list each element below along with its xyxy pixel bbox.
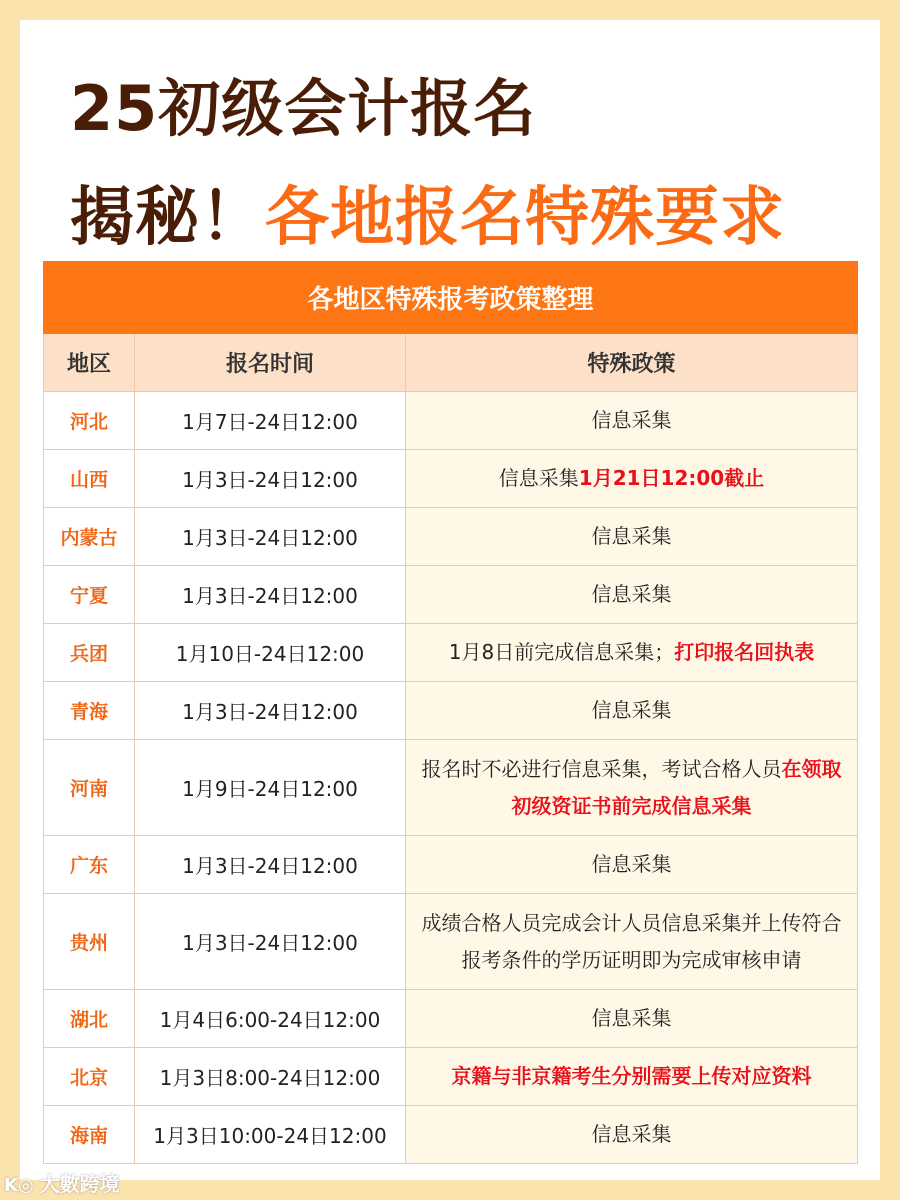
region-cell: 北京 xyxy=(44,1048,135,1106)
table-row xyxy=(44,624,858,682)
table-row xyxy=(44,392,858,450)
policy-text: 1月8日前完成信息采集； xyxy=(448,640,675,664)
policy-cell xyxy=(406,1106,858,1164)
region-cell: 贵州 xyxy=(44,894,135,990)
table-row xyxy=(44,508,858,566)
header-time: 报名时间 xyxy=(135,334,406,392)
region-cell: 广东 xyxy=(44,836,135,894)
policy-cell xyxy=(406,682,858,740)
table-row xyxy=(44,740,858,836)
policy-highlight: 京籍与非京籍考生分别需要上传对应资料 xyxy=(451,1064,812,1088)
region-cell: 河北 xyxy=(44,392,135,450)
poster-card xyxy=(20,20,880,1180)
region-cell: 海南 xyxy=(44,1106,135,1164)
table-row xyxy=(44,450,858,508)
time-cell: 1月7日-24日12:00 xyxy=(135,392,406,450)
time-cell: 1月3日-24日12:00 xyxy=(135,450,406,508)
table-row xyxy=(44,1048,858,1106)
footer-brand-text: 大數跨境 xyxy=(39,1172,120,1196)
policy-table xyxy=(43,261,858,1164)
policy-text: 信息采集 xyxy=(591,1122,672,1146)
region-cell: 河南 xyxy=(44,740,135,836)
policy-cell xyxy=(406,508,858,566)
policy-text: 信息采集 xyxy=(591,698,672,722)
headline-subtitle xyxy=(70,180,785,256)
table-row xyxy=(44,894,858,990)
policy-cell xyxy=(406,392,858,450)
region-cell: 湖北 xyxy=(44,990,135,1048)
policy-highlight: 1月21日12:00截止 xyxy=(578,466,765,490)
table-row xyxy=(44,682,858,740)
time-cell: 1月3日-24日12:00 xyxy=(135,682,406,740)
policy-text: 报名时不必进行信息采集，考试合格人员 xyxy=(421,756,782,781)
time-cell: 1月3日10:00-24日12:00 xyxy=(135,1106,406,1164)
region-cell: 兵团 xyxy=(44,624,135,682)
table-row xyxy=(44,990,858,1048)
time-cell: 1月9日-24日12:00 xyxy=(135,740,406,836)
time-cell: 1月3日-24日12:00 xyxy=(135,508,406,566)
headline-title xyxy=(70,74,536,144)
region-cell: 宁夏 xyxy=(44,566,135,624)
time-cell: 1月10日-24日12:00 xyxy=(135,624,406,682)
policy-text: 信息采集 xyxy=(591,408,672,432)
policy-cell xyxy=(406,450,858,508)
table-row xyxy=(44,836,858,894)
policy-text: 信息采集 xyxy=(591,1006,672,1030)
table-banner: 各地区特殊报考政策整理 xyxy=(44,262,858,334)
time-cell: 1月4日6:00-24日12:00 xyxy=(135,990,406,1048)
time-cell: 1月3日8:00-24日12:00 xyxy=(135,1048,406,1106)
region-cell: 青海 xyxy=(44,682,135,740)
policy-cell xyxy=(406,566,858,624)
header-policy: 特殊政策 xyxy=(406,334,858,392)
time-cell: 1月3日-24日12:00 xyxy=(135,836,406,894)
region-cell: 山西 xyxy=(44,450,135,508)
policy-text: 信息采集 xyxy=(591,852,672,876)
footer-watermark xyxy=(4,1168,120,1197)
policy-text: 信息采集 xyxy=(498,466,579,490)
headline-line2-dark: 揭秘！ xyxy=(70,181,265,255)
policy-highlight: 打印报名回执表 xyxy=(674,640,815,664)
table-row xyxy=(44,566,858,624)
brand-logo-icon: K◎ xyxy=(4,1175,34,1196)
headline-line2-accent: 各地报名特殊要求 xyxy=(265,181,785,255)
policy-cell xyxy=(406,990,858,1048)
policy-cell xyxy=(406,624,858,682)
time-cell: 1月3日-24日12:00 xyxy=(135,566,406,624)
table-header-row xyxy=(44,334,858,392)
policy-cell xyxy=(406,740,858,836)
policy-text: 成绩合格人员完成会计人员信息采集并上传符合报考条件的学历证明即为完成审核申请 xyxy=(421,910,842,972)
policy-highlight: 在领取初级资证书前完成信息采集 xyxy=(511,756,842,818)
time-cell: 1月3日-24日12:00 xyxy=(135,894,406,990)
policy-cell xyxy=(406,894,858,990)
policy-text: 信息采集 xyxy=(591,524,672,548)
region-cell: 内蒙古 xyxy=(44,508,135,566)
header-region: 地区 xyxy=(44,334,135,392)
policy-text: 信息采集 xyxy=(591,582,672,606)
headline-line1: 25初级会计报名 xyxy=(70,72,537,145)
policy-cell xyxy=(406,836,858,894)
policy-cell xyxy=(406,1048,858,1106)
table-row xyxy=(44,1106,858,1164)
